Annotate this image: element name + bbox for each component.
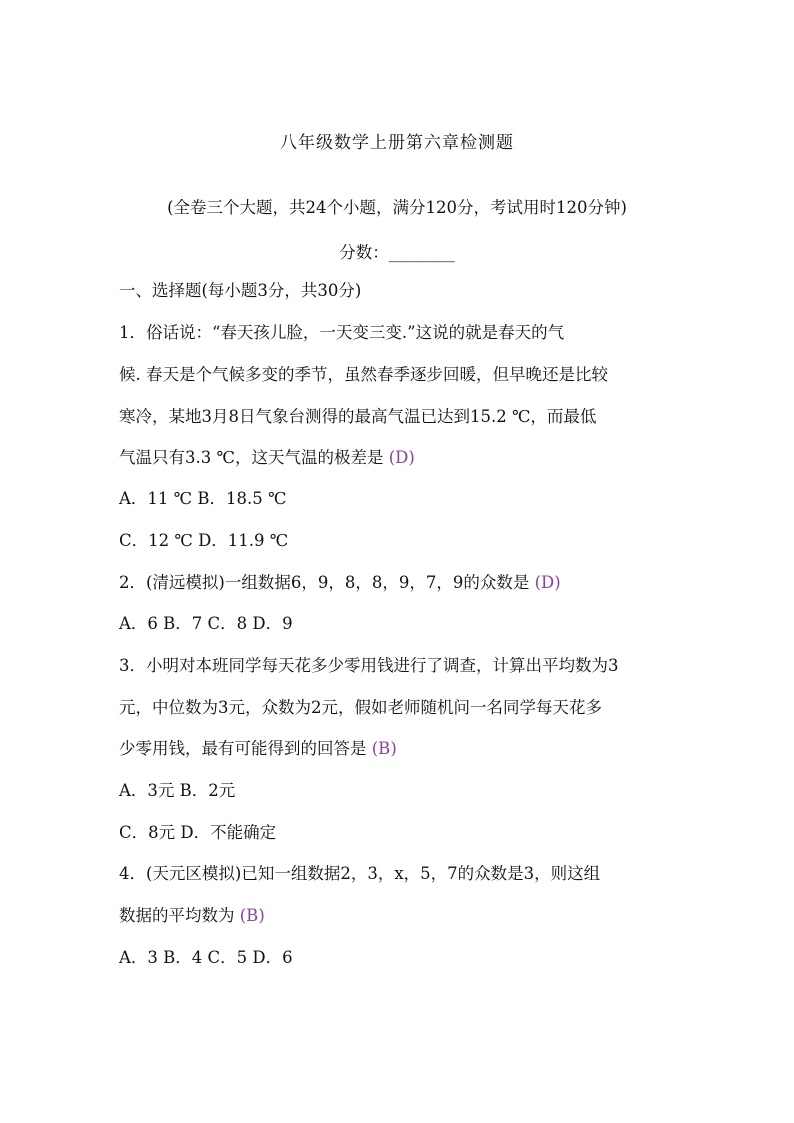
q3-line3 xyxy=(119,735,397,759)
q1-options-ab: A．11 ℃ B．18.5 ℃ xyxy=(119,489,287,508)
q4-stem-end: 数据的平均数为 xyxy=(119,906,235,925)
q4-answer: (B) xyxy=(239,906,265,925)
exam-info: (全卷三个大题，共24个小题，满分120分，考试用时120分钟) xyxy=(167,198,627,217)
q1-options-cd: C．12 ℃ D．11.9 ℃ xyxy=(119,531,289,550)
q1-line2: 候. 春天是个气候多变的季节，虽然春季逐步回暖，但早晚还是比较 xyxy=(119,365,608,384)
q1-answer: (D) xyxy=(388,448,415,467)
q2-answer: (D) xyxy=(534,573,561,592)
q1-line3: 寒冷，某地3月8日气象台测得的最高气温已达到15.2 ℃，而最低 xyxy=(119,407,597,426)
q4-options: A．3 B．4 C．5 D．6 xyxy=(119,948,293,967)
q2-stem: 2．(清远模拟)一组数据6，9，8，8，9，7，9的众数是 xyxy=(119,573,530,592)
q1-line4 xyxy=(119,444,415,468)
q1-stem-end: 气温只有3.3 ℃，这天气温的极差是 xyxy=(119,448,384,467)
q4-line2 xyxy=(119,902,265,926)
q3-line1: 3．小明对本班同学每天花多少零用钱进行了调查，计算出平均数为3 xyxy=(119,656,619,675)
q3-options-cd: C．8元 D．不能确定 xyxy=(119,823,277,842)
q3-answer: (B) xyxy=(371,739,397,758)
q2-line1 xyxy=(119,569,561,593)
q3-line2: 元，中位数为3元，众数为2元，假如老师随机问一名同学每天花多 xyxy=(119,698,602,717)
section-heading: 一、选择题(每小题3分，共30分) xyxy=(119,281,362,300)
q2-options: A．6 B．7 C．8 D．9 xyxy=(119,614,293,633)
q3-stem-end: 少零用钱，最有可能得到的回答是 xyxy=(119,739,367,758)
q4-line1: 4．(天元区模拟)已知一组数据2，3，x，5，7的众数是3，则这组 xyxy=(119,864,601,883)
score-field: 分数：________ xyxy=(339,243,455,262)
q3-options-ab: A．3元 B．2元 xyxy=(119,781,236,800)
q1-line1: 1．俗话说：“春天孩儿脸，一天变三变.”这说的就是春天的气 xyxy=(119,323,565,342)
document-title: 八年级数学上册第六章检测题 xyxy=(280,133,514,153)
